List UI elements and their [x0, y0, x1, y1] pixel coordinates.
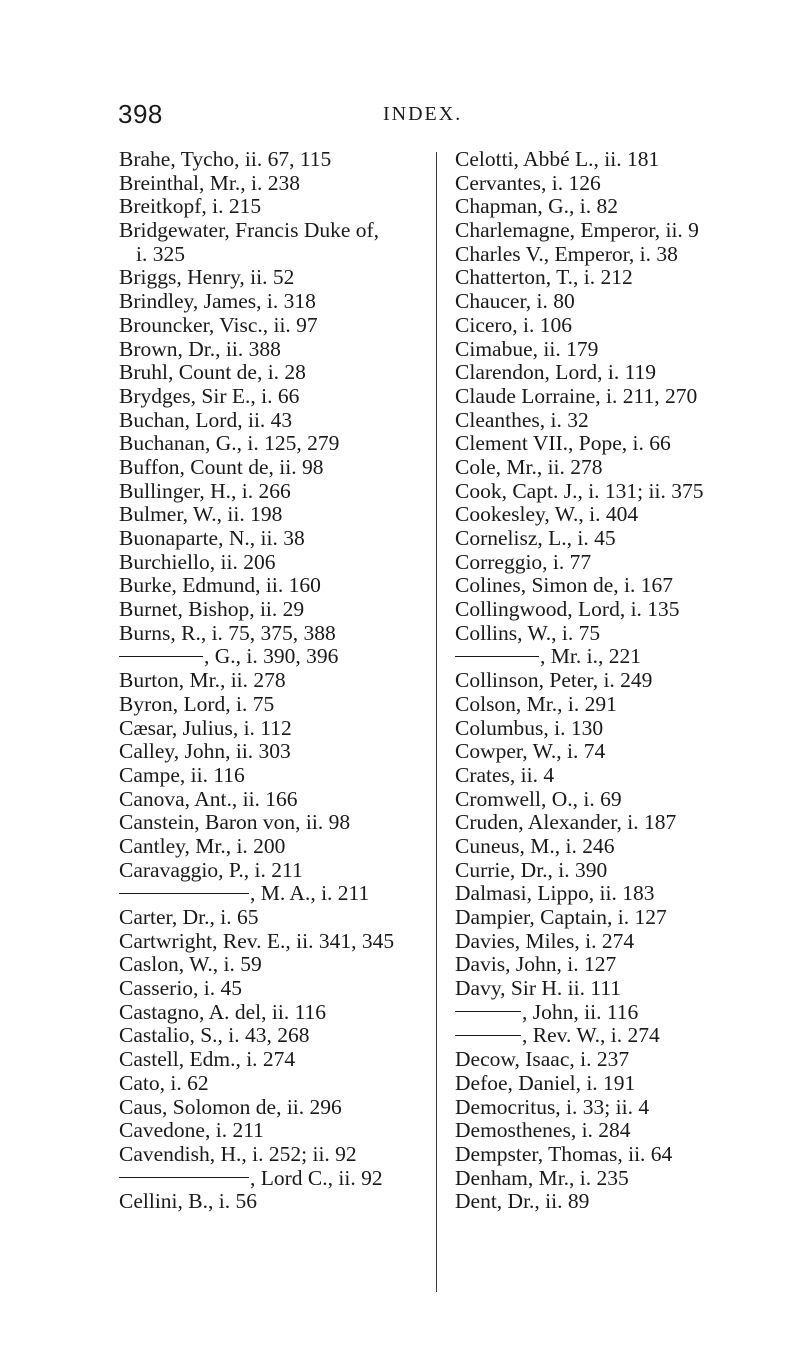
- index-entry-text: Collins, W., i. 75: [455, 620, 601, 645]
- index-entry-text: Chapman, G., i. 82: [455, 194, 619, 219]
- index-entry: [455, 788, 795, 812]
- index-entry: [119, 432, 439, 456]
- index-entry-text: Colines, Simon de, i. 167: [455, 573, 673, 598]
- index-entry: [119, 503, 439, 527]
- index-entry-text: Cavedone, i. 211: [119, 1118, 264, 1143]
- index-entry-text: Cowper, W., i. 74: [455, 739, 606, 764]
- index-entry: [119, 598, 439, 622]
- index-entry-text: Burnet, Bishop, ii. 29: [119, 597, 305, 622]
- ditto-dash: [119, 893, 249, 894]
- page-number: 398: [118, 99, 163, 129]
- index-entry-text: Crates, ii. 4: [455, 762, 555, 787]
- index-entry: [119, 764, 439, 788]
- index-entry-text: Chaucer, i. 80: [455, 289, 575, 314]
- ditto-dash: [455, 656, 539, 657]
- index-entry-text: Dempster, Thomas, ii. 64: [455, 1141, 673, 1166]
- index-entry: [119, 551, 439, 575]
- index-entry: [455, 385, 795, 409]
- index-entry-text: Cook, Capt. J., i. 131; ii. 375: [455, 478, 704, 503]
- index-entry-text: Brouncker, Visc., ii. 97: [119, 312, 318, 337]
- index-entry: [455, 456, 795, 480]
- index-entry: [455, 195, 795, 219]
- column-divider: [436, 152, 437, 1292]
- index-entry: [119, 243, 439, 267]
- index-entry: [455, 1001, 795, 1025]
- index-entry: [455, 1096, 795, 1120]
- index-entry: [119, 527, 439, 551]
- index-entry-text: Cellini, B., i. 56: [119, 1189, 257, 1214]
- index-entry: [455, 432, 795, 456]
- index-entry-text: Calley, John, ii. 303: [119, 739, 291, 764]
- index-entry-text: i. 325: [136, 241, 185, 266]
- index-entry-text: Cookesley, W., i. 404: [455, 502, 639, 527]
- index-entry: [455, 598, 795, 622]
- index-entry-text: Buchan, Lord, ii. 43: [119, 407, 293, 432]
- index-entry: [119, 1024, 439, 1048]
- index-entry: [455, 219, 795, 243]
- page-header: [118, 99, 678, 129]
- index-entry: [119, 645, 439, 669]
- index-column-left: [119, 148, 439, 1214]
- index-entry-text: Castagno, A. del, ii. 116: [119, 999, 327, 1024]
- index-entry-text: Cole, Mr., ii. 278: [455, 454, 603, 479]
- index-entry: [119, 195, 439, 219]
- index-entry: [119, 148, 439, 172]
- index-entry: [455, 764, 795, 788]
- index-entry-text: Colson, Mr., i. 291: [455, 691, 617, 716]
- index-entry-text: Charles V., Emperor, i. 38: [455, 241, 678, 266]
- index-entry-text: Defoe, Daniel, i. 191: [455, 1070, 636, 1095]
- index-entry: [455, 290, 795, 314]
- index-entry-text: , John, ii. 116: [522, 999, 639, 1024]
- index-entry-text: Decow, Isaac, i. 237: [455, 1047, 630, 1072]
- index-entry: [455, 148, 795, 172]
- index-entry: [119, 835, 439, 859]
- index-entry: [119, 314, 439, 338]
- index-entry: [455, 1072, 795, 1096]
- index-entry-text: Burke, Edmund, ii. 160: [119, 573, 321, 598]
- index-entry: [455, 645, 795, 669]
- index-entry-text: Correggio, i. 77: [455, 549, 592, 574]
- index-entry: [119, 1119, 439, 1143]
- index-entry-text: Buonaparte, N., ii. 38: [119, 526, 305, 550]
- index-entry: [119, 1072, 439, 1096]
- index-entry: [119, 717, 439, 741]
- index-entry-text: Davies, Miles, i. 274: [455, 928, 635, 953]
- index-entry: [455, 693, 795, 717]
- index-entry: [119, 788, 439, 812]
- index-entry-text: Clement VII., Pope, i. 66: [455, 431, 671, 456]
- index-entry-text: Cervantes, i. 126: [455, 170, 601, 195]
- index-entry: [119, 456, 439, 480]
- index-entry: [119, 953, 439, 977]
- index-entry: [455, 243, 795, 267]
- index-entry-text: Castalio, S., i. 43, 268: [119, 1023, 310, 1048]
- index-entry-text: Chatterton, T., i. 212: [455, 265, 633, 290]
- index-entry: [455, 882, 795, 906]
- index-entry: [455, 314, 795, 338]
- index-entry-text: Cruden, Alexander, i. 187: [455, 810, 677, 835]
- index-entry: [455, 669, 795, 693]
- index-entry-text: Davy, Sir H. ii. 111: [455, 976, 622, 1001]
- index-entry: [119, 693, 439, 717]
- index-entry: [455, 977, 795, 1001]
- index-entry: [455, 527, 795, 551]
- index-column-right: [455, 148, 795, 1214]
- index-entry-text: Democritus, i. 33; ii. 4: [455, 1094, 650, 1119]
- index-entry-text: Bullinger, H., i. 266: [119, 478, 291, 503]
- index-entry: [119, 859, 439, 883]
- index-entry-text: Celotti, Abbé L., ii. 181: [455, 147, 660, 171]
- index-entry: [119, 1001, 439, 1025]
- index-entry-text: Cicero, i. 106: [455, 312, 573, 337]
- index-entry-text: Claude Lorraine, i. 211, 270: [455, 383, 698, 408]
- index-entry: [455, 906, 795, 930]
- index-entry-text: Cuneus, M., i. 246: [455, 833, 615, 858]
- index-entry: [455, 1048, 795, 1072]
- index-entry-text: Collingwood, Lord, i. 135: [455, 597, 680, 622]
- index-entry-text: Cartwright, Rev. E., ii. 341, 345: [119, 928, 395, 953]
- index-entry: [119, 338, 439, 362]
- index-entry-text: Cavendish, H., i. 252; ii. 92: [119, 1141, 357, 1166]
- index-entry-text: Clarendon, Lord, i. 119: [455, 360, 657, 385]
- index-entry-text: Burton, Mr., ii. 278: [119, 668, 286, 693]
- index-entry-text: Columbus, i. 130: [455, 715, 604, 740]
- index-entry-text: , G., i. 390, 396: [204, 644, 339, 669]
- index-entry-text: Casserio, i. 45: [119, 976, 243, 1001]
- index-entry-text: Charlemagne, Emperor, ii. 9: [455, 218, 699, 243]
- ditto-dash: [455, 1035, 521, 1036]
- index-entry: [119, 1048, 439, 1072]
- index-entry-text: Cromwell, O., i. 69: [455, 786, 622, 811]
- index-entry-text: Bruhl, Count de, i. 28: [119, 360, 306, 385]
- index-entry-text: , Rev. W., i. 274: [522, 1023, 660, 1048]
- index-entry: [455, 503, 795, 527]
- index-entry: [119, 882, 439, 906]
- index-entry-text: Brydges, Sir E., i. 66: [119, 383, 300, 408]
- index-entry: [455, 266, 795, 290]
- index-entry: [455, 859, 795, 883]
- index-entry: [455, 953, 795, 977]
- index-entry-text: Dalmasi, Lippo, ii. 183: [455, 881, 655, 906]
- index-entry: [455, 1119, 795, 1143]
- index-entry-text: Davis, John, i. 127: [455, 952, 617, 977]
- index-entry: [455, 717, 795, 741]
- index-entry-text: Burns, R., i. 75, 375, 388: [119, 620, 336, 645]
- index-entry-text: Briggs, Henry, ii. 52: [119, 265, 295, 290]
- index-entry: [119, 290, 439, 314]
- index-entry-text: Caravaggio, P., i. 211: [119, 857, 303, 882]
- index-entry: [455, 622, 795, 646]
- index-entry: [455, 480, 795, 504]
- index-entry: [455, 740, 795, 764]
- index-entry-text: Breinthal, Mr., i. 238: [119, 170, 300, 195]
- index-entry: [455, 1190, 795, 1214]
- index-entry: [119, 1167, 439, 1191]
- index-entry-text: Campe, ii. 116: [119, 762, 245, 787]
- index-entry-text: Buchanan, G., i. 125, 279: [119, 431, 340, 456]
- index-entry-text: Brindley, James, i. 318: [119, 289, 316, 314]
- index-entry: [119, 1190, 439, 1214]
- index-entry-text: Cleanthes, i. 32: [455, 407, 589, 432]
- index-entry: [455, 1167, 795, 1191]
- index-entry: [455, 1024, 795, 1048]
- index-entry: [119, 361, 439, 385]
- index-entry: [455, 835, 795, 859]
- index-entry-text: Cantley, Mr., i. 200: [119, 833, 286, 858]
- index-entry: [119, 930, 439, 954]
- index-entry-text: Brahe, Tycho, ii. 67, 115: [119, 147, 332, 171]
- index-entry: [119, 1096, 439, 1120]
- index-entry: [455, 574, 795, 598]
- index-entry-text: Castell, Edm., i. 274: [119, 1047, 296, 1072]
- index-entry-text: Denham, Mr., i. 235: [455, 1165, 629, 1190]
- index-entry: [119, 409, 439, 433]
- index-entry-text: Canova, Ant., ii. 166: [119, 786, 298, 811]
- index-entry: [455, 361, 795, 385]
- index-entry-text: Demosthenes, i. 284: [455, 1118, 631, 1143]
- index-entry-text: Cimabue, ii. 179: [455, 336, 599, 361]
- index-entry: [119, 906, 439, 930]
- index-entry: [455, 409, 795, 433]
- index-entry-text: Collinson, Peter, i. 249: [455, 668, 653, 693]
- index-entry-text: Cato, i. 62: [119, 1070, 209, 1095]
- index-entry-text: Burchiello, ii. 206: [119, 549, 276, 574]
- index-entry: [455, 551, 795, 575]
- index-entry-text: Caslon, W., i. 59: [119, 952, 262, 977]
- index-entry-text: Caus, Solomon de, ii. 296: [119, 1094, 342, 1119]
- index-entry-text: Carter, Dr., i. 65: [119, 905, 259, 929]
- index-entry: [455, 811, 795, 835]
- index-entry-text: , Lord C., ii. 92: [250, 1165, 383, 1190]
- index-entry-text: Dampier, Captain, i. 127: [455, 905, 667, 929]
- index-entry: [119, 385, 439, 409]
- running-head: INDEX.: [383, 103, 463, 125]
- index-entry: [119, 480, 439, 504]
- index-entry-text: Bridgewater, Francis Duke of,: [119, 218, 380, 243]
- index-entry: [455, 172, 795, 196]
- index-entry: [119, 740, 439, 764]
- index-entry: [119, 1143, 439, 1167]
- index-entry: [119, 669, 439, 693]
- index-entry: [119, 266, 439, 290]
- index-entry-text: Breitkopf, i. 215: [119, 194, 262, 219]
- index-entry: [119, 219, 439, 243]
- index-entry-text: Brown, Dr., ii. 388: [119, 336, 281, 361]
- index-entry-text: , M. A., i. 211: [250, 881, 370, 906]
- index-entry-text: Canstein, Baron von, ii. 98: [119, 810, 351, 835]
- index-entry-text: Bulmer, W., ii. 198: [119, 502, 283, 527]
- index-entry: [119, 574, 439, 598]
- ditto-dash: [119, 1177, 249, 1178]
- index-entry-text: Currie, Dr., i. 390: [455, 857, 608, 882]
- index-entry: [455, 1143, 795, 1167]
- index-entry-text: Byron, Lord, i. 75: [119, 691, 275, 716]
- index-entry: [119, 622, 439, 646]
- index-entry: [119, 811, 439, 835]
- index-entry-text: Cæsar, Julius, i. 112: [119, 715, 292, 740]
- index-entry: [119, 172, 439, 196]
- index-entry: [119, 977, 439, 1001]
- ditto-dash: [455, 1011, 521, 1012]
- index-entry-text: Cornelisz, L., i. 45: [455, 526, 616, 550]
- ditto-dash: [119, 656, 203, 657]
- index-entry-text: , Mr. i., 221: [540, 644, 641, 669]
- index-entry: [455, 930, 795, 954]
- index-entry: [455, 338, 795, 362]
- index-entry-text: Buffon, Count de, ii. 98: [119, 454, 324, 479]
- index-entry-text: Dent, Dr., ii. 89: [455, 1189, 590, 1214]
